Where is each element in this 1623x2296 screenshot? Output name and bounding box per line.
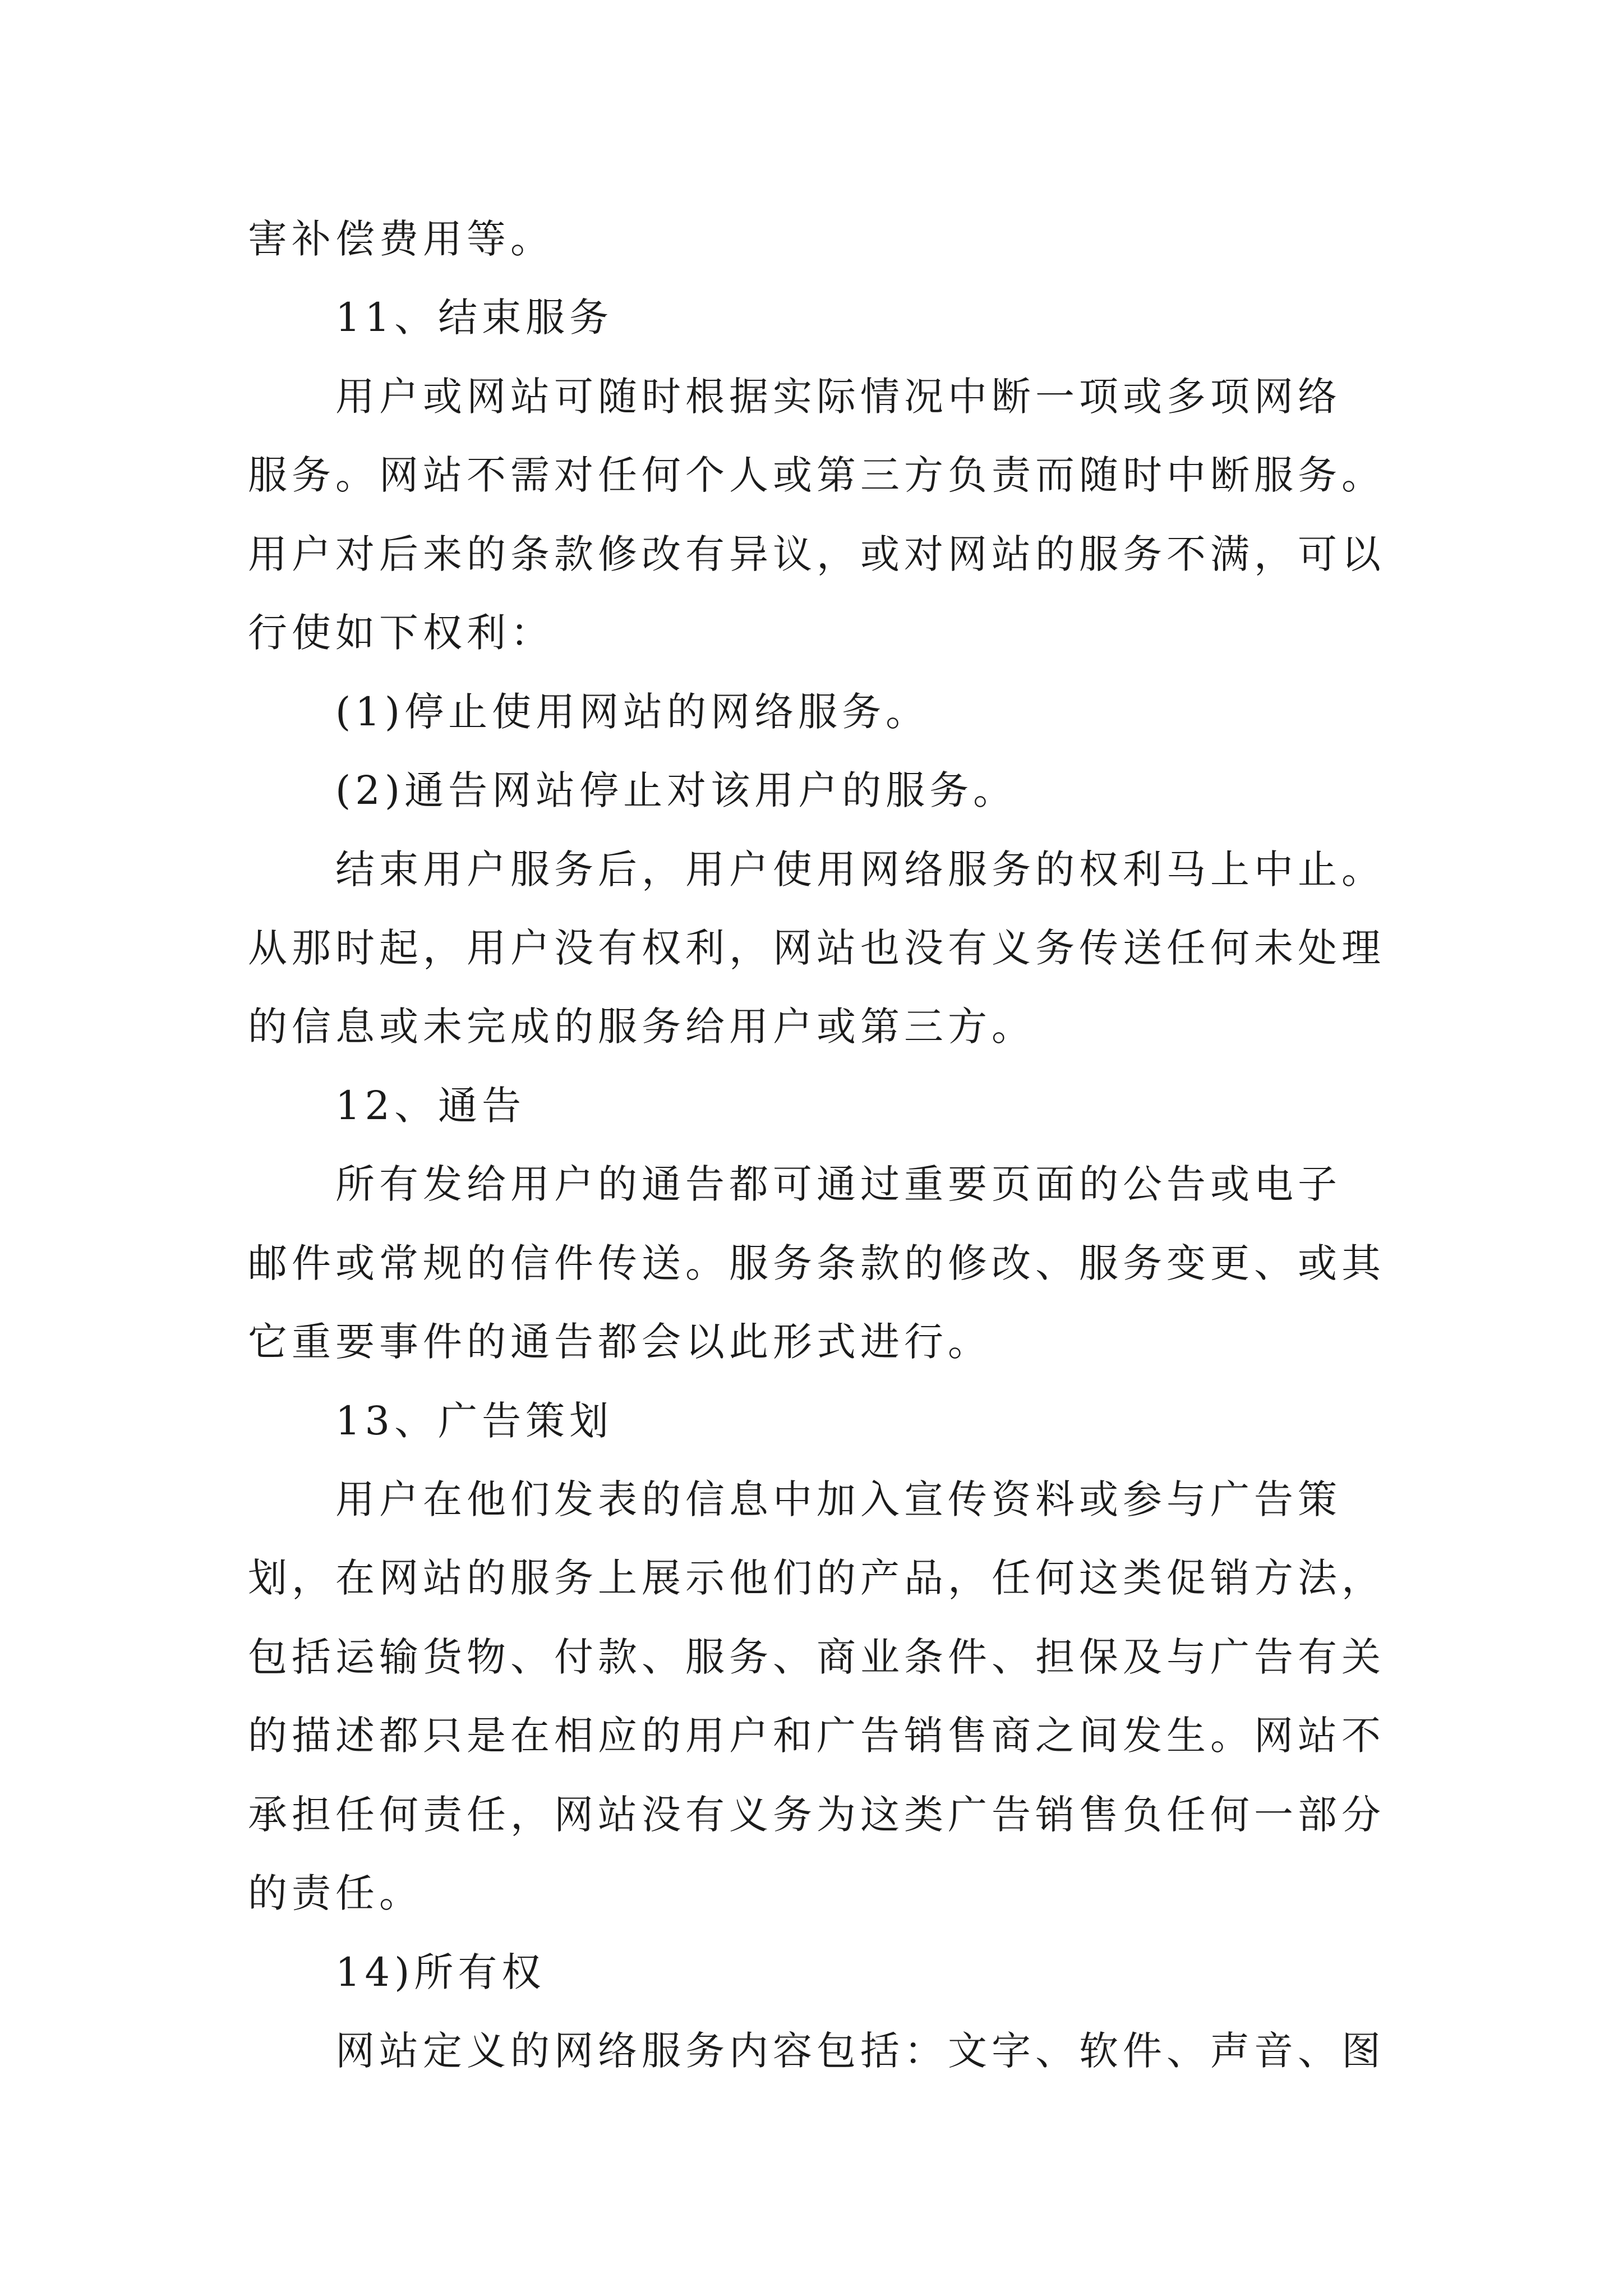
paragraph-line: 害补偿费用等。: [248, 216, 554, 262]
paragraph-line: (2)通告网站停止对该用户的服务。: [335, 767, 1017, 814]
paragraph: [248, 830, 1414, 1066]
section-heading: 14)所有权: [335, 1949, 546, 1995]
section-heading: 12、通告: [335, 1082, 526, 1129]
document-body: [248, 200, 1414, 2091]
paragraph-line: 承担任何责任，网站没有义务为这类广告销售负任何一部分: [248, 1791, 1385, 1838]
paragraph-line: 的责任。: [248, 1870, 423, 1917]
paragraph-line: 划，在网站的服务上展示他们的产品，任何这类促销方法，: [248, 1555, 1385, 1602]
opening-paragraph: [248, 200, 1414, 278]
paragraph-line: 结束用户服务后，用户使用网络服务的权利马上中止。: [335, 846, 1385, 892]
paragraph-line: 它重要事件的通告都会以此形式进行。: [248, 1319, 992, 1365]
list-item: [248, 751, 1414, 830]
section-heading: 11、结束服务: [335, 295, 614, 341]
paragraph-line: 邮件或常规的信件传送。服务条款的修改、服务变更、或其: [248, 1240, 1385, 1286]
section-11: [248, 278, 1414, 1066]
paragraph-line: 网站定义的网络服务内容包括：文字、软件、声音、图: [335, 2028, 1385, 2074]
paragraph-line: 的描述都只是在相应的用户和广告销售商之间发生。网站不: [248, 1713, 1385, 1759]
paragraph-line: 从那时起，用户没有权利，网站也没有义务传送任何未处理: [248, 924, 1385, 971]
paragraph: [248, 1145, 1414, 1381]
paragraph-line: 包括运输货物、付款、服务、商业条件、担保及与广告有关: [248, 1634, 1385, 1680]
paragraph: [248, 357, 1414, 673]
paragraph: [248, 2012, 1414, 2090]
paragraph-line: 用户对后来的条款修改有异议，或对网站的服务不满，可以: [248, 531, 1385, 577]
paragraph-line: (1)停止使用网站的网络服务。: [335, 688, 930, 735]
paragraph-line: 用户或网站可随时根据实际情况中断一项或多项网络: [335, 373, 1341, 420]
paragraph-line: 行使如下权利：: [248, 610, 554, 656]
paragraph: [248, 1460, 1414, 1933]
list-item: [248, 673, 1414, 751]
section-12: [248, 1066, 1414, 1382]
section-13: [248, 1382, 1414, 1933]
paragraph-line: 的信息或未完成的服务给用户或第三方。: [248, 1004, 1035, 1050]
paragraph-line: 用户在他们发表的信息中加入宣传资料或参与广告策: [335, 1476, 1341, 1522]
paragraph-line: 所有发给用户的通告都可通过重要页面的公告或电子: [335, 1161, 1341, 1208]
section-heading: 13、广告策划: [335, 1397, 614, 1444]
paragraph-line: 服务。网站不需对任何个人或第三方负责而随时中断服务。: [248, 452, 1385, 499]
section-14: [248, 1933, 1414, 2091]
